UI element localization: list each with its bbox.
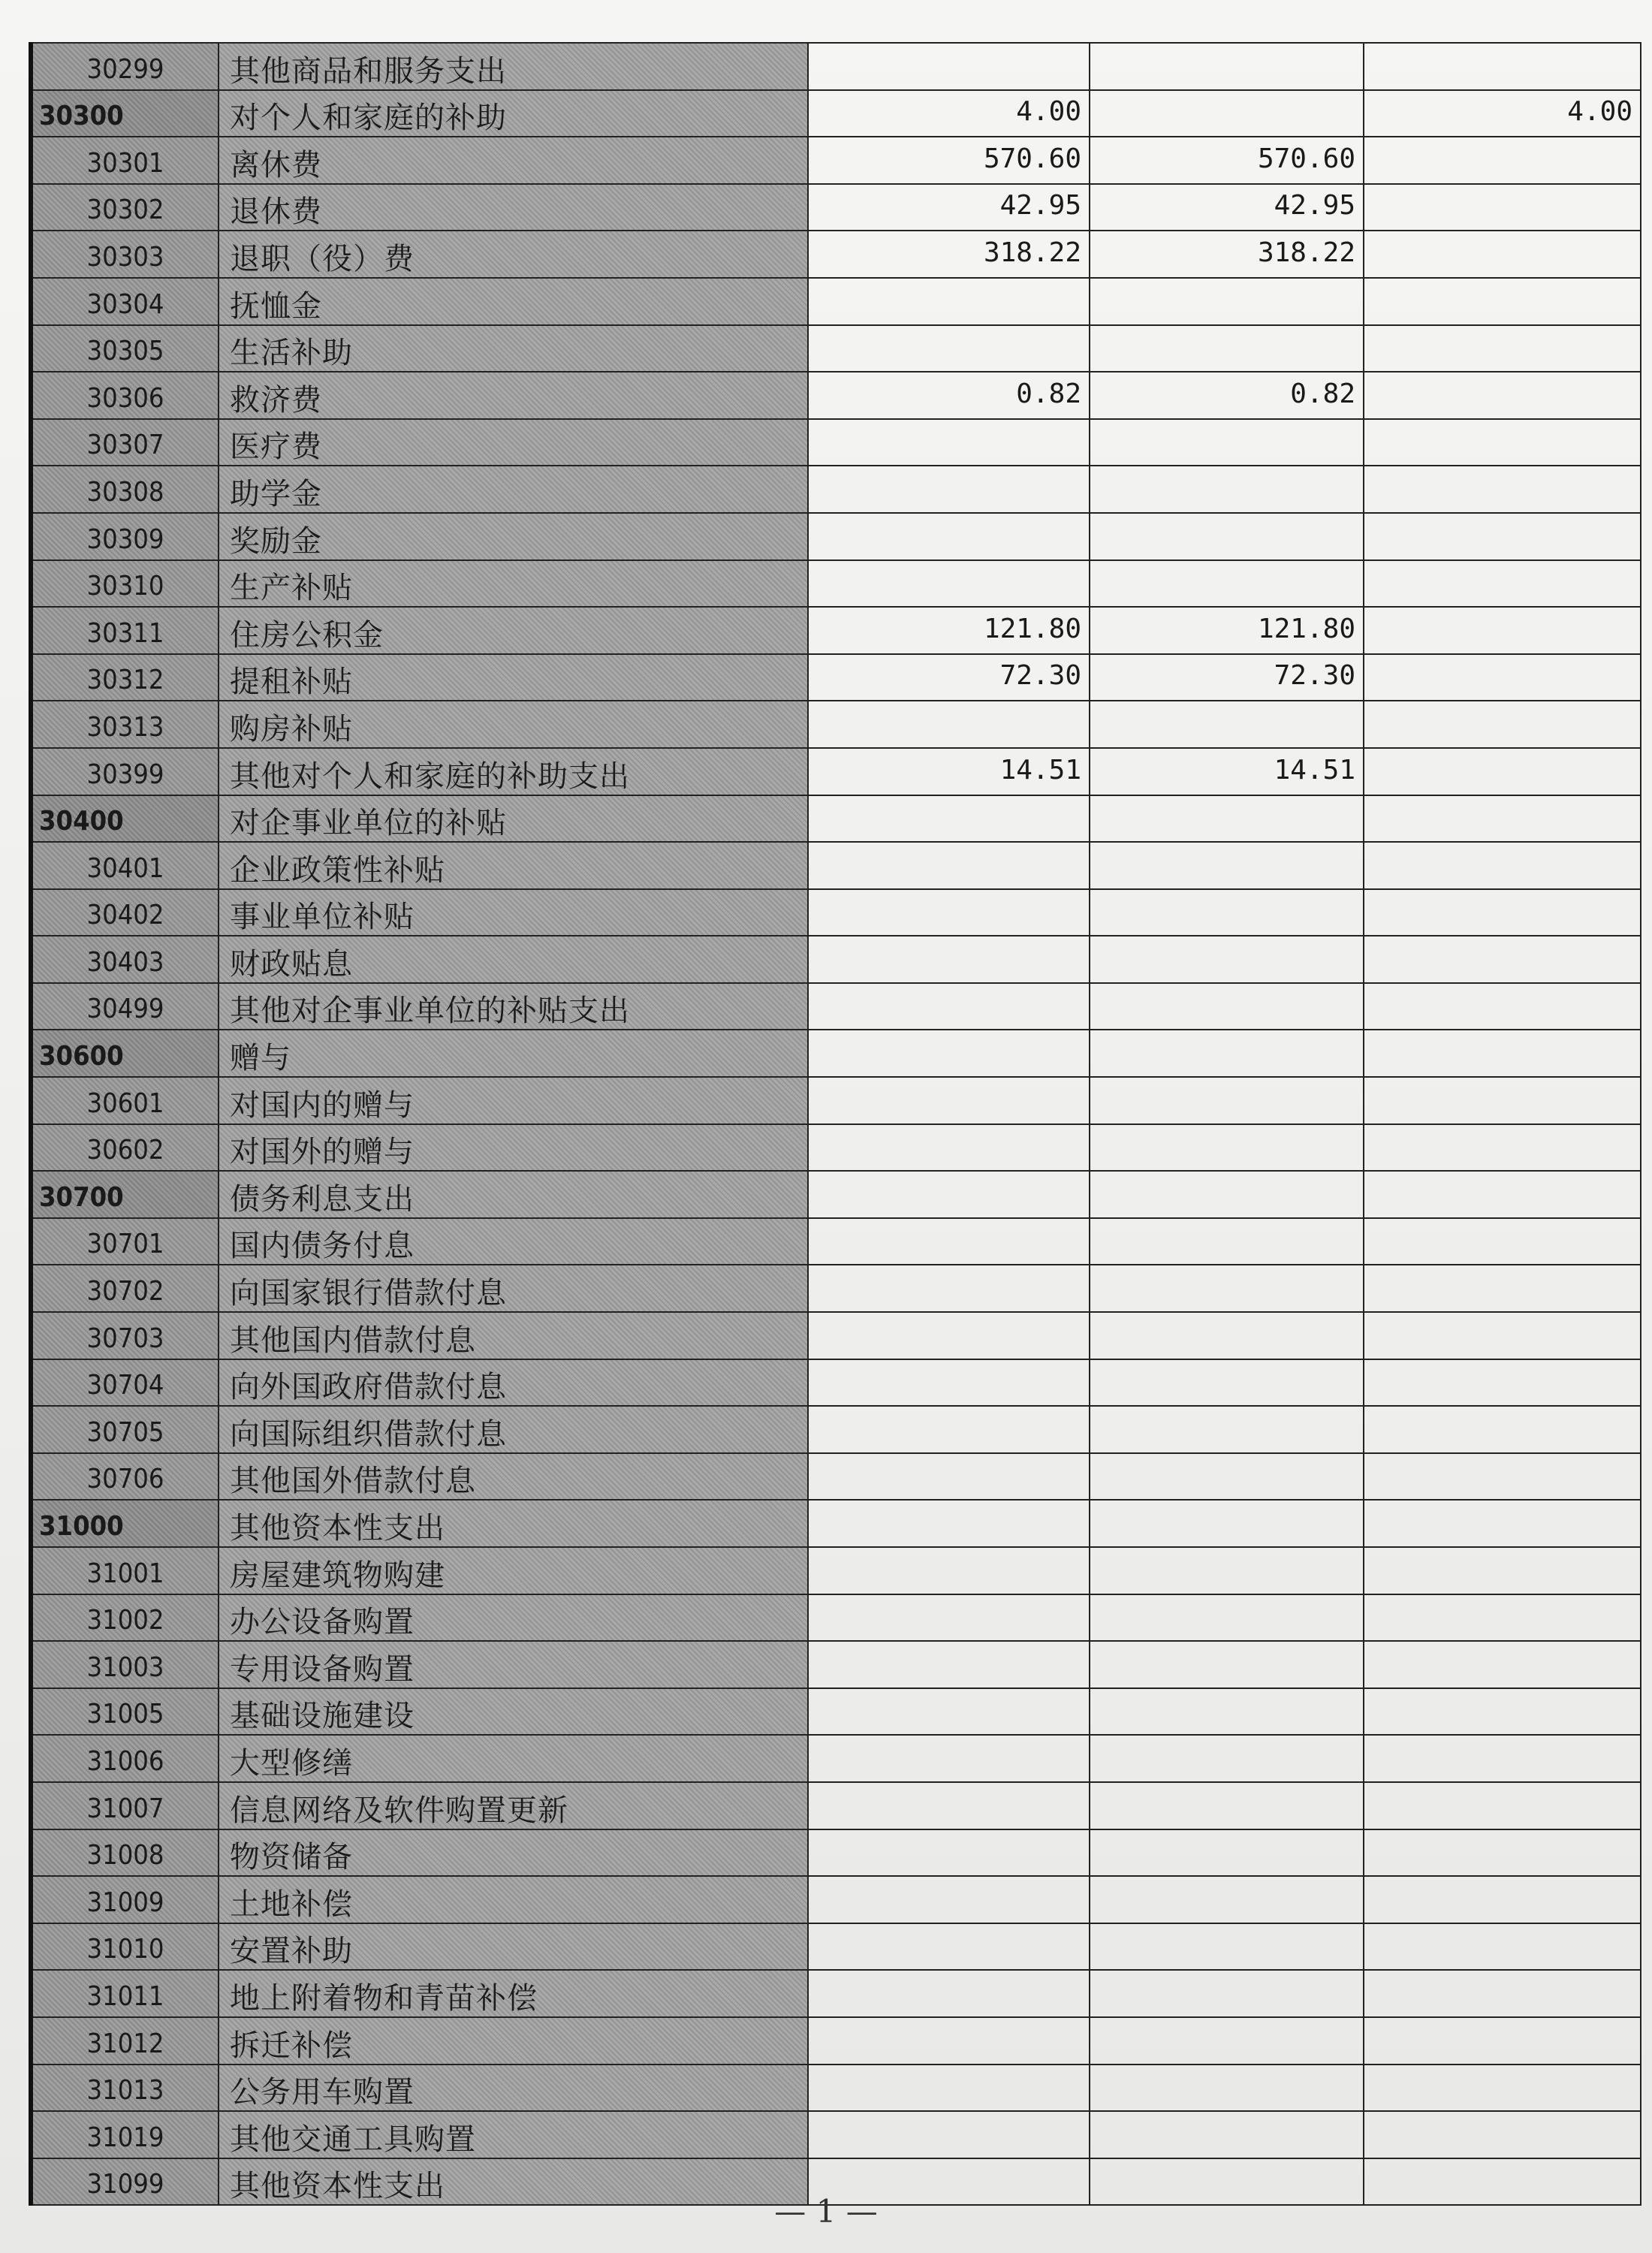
account-code-cell: 30308 [31,466,219,513]
total-amount-cell [808,1782,1090,1829]
table-row-category [31,1171,1641,1218]
total-amount-cell [808,2111,1090,2158]
project-expenditure-cell [1364,560,1641,608]
account-code-cell: 31010 [31,1923,219,1971]
basic-expenditure-cell [1090,1265,1364,1312]
account-name-cell: 对个人和家庭的补助 [219,90,808,137]
table-row [31,2111,1641,2158]
account-code-cell: 30601 [31,1077,219,1124]
basic-expenditure-cell: 318.22 [1090,231,1364,278]
table-row [31,325,1641,372]
account-name-cell: 助学金 [219,466,808,513]
basic-expenditure-cell [1090,1829,1364,1877]
account-name-cell: 其他对个人和家庭的补助支出 [219,748,808,795]
page-number: — 1 — [774,2193,878,2230]
account-name-cell: 安置补助 [219,1923,808,1971]
account-name-cell: 土地补偿 [219,1876,808,1923]
project-expenditure-cell [1364,1312,1641,1359]
account-name-cell: 物资储备 [219,1829,808,1877]
basic-expenditure-cell [1090,90,1364,137]
table-row [31,1124,1641,1172]
basic-expenditure-cell: 72.30 [1090,654,1364,701]
account-name-cell: 对国内的赠与 [219,1077,808,1124]
account-name-cell: 奖励金 [219,513,808,560]
table-row [31,701,1641,748]
account-name-cell: 抚恤金 [219,278,808,325]
account-code-cell: 31000 [31,1500,219,1547]
project-expenditure-cell [1364,1218,1641,1265]
project-expenditure-cell [1364,1124,1641,1172]
total-amount-cell [808,1970,1090,2017]
account-code-cell: 30602 [31,1124,219,1172]
budget-table-wrapper [29,42,1638,2205]
total-amount-cell [808,560,1090,608]
basic-expenditure-cell [1090,889,1364,936]
account-name-cell: 专用设备购置 [219,1641,808,1688]
total-amount-cell [808,1547,1090,1594]
basic-expenditure-cell [1090,1312,1364,1359]
account-name-cell: 其他对企事业单位的补贴支出 [219,983,808,1030]
account-code-cell: 31003 [31,1641,219,1688]
table-row [31,1970,1641,2017]
basic-expenditure-cell [1090,1077,1364,1124]
account-name-cell: 向国家银行借款付息 [219,1265,808,1312]
project-expenditure-cell [1364,1171,1641,1218]
project-expenditure-cell [1364,43,1641,90]
account-name-cell: 提租补贴 [219,654,808,701]
total-amount-cell [808,1500,1090,1547]
table-row [31,1735,1641,1782]
table-body [31,43,1641,2205]
table-row [31,1077,1641,1124]
table-row [31,1547,1641,1594]
table-row [31,748,1641,795]
table-row [31,137,1641,184]
project-expenditure-cell [1364,1359,1641,1407]
table-row [31,1312,1641,1359]
account-code-cell: 30701 [31,1218,219,1265]
total-amount-cell [808,1735,1090,1782]
account-name-cell: 其他资本性支出 [219,2158,808,2206]
account-code-cell: 31011 [31,1970,219,2017]
basic-expenditure-cell [1090,1876,1364,1923]
account-name-cell: 生活补助 [219,325,808,372]
total-amount-cell: 570.60 [808,137,1090,184]
table-row [31,1782,1641,1829]
table-row [31,2064,1641,2112]
total-amount-cell [808,419,1090,466]
basic-expenditure-cell [1090,466,1364,513]
account-name-cell: 基础设施建设 [219,1688,808,1736]
account-code-cell: 30311 [31,607,219,654]
total-amount-cell [808,1829,1090,1877]
project-expenditure-cell [1364,278,1641,325]
total-amount-cell [808,466,1090,513]
account-code-cell: 31005 [31,1688,219,1736]
basic-expenditure-cell: 0.82 [1090,372,1364,419]
account-code-cell: 31099 [31,2158,219,2206]
table-row-category [31,1500,1641,1547]
budget-expenditure-table [29,42,1641,2206]
total-amount-cell [808,1077,1090,1124]
table-row [31,936,1641,983]
total-amount-cell: 72.30 [808,654,1090,701]
basic-expenditure-cell [1090,1406,1364,1453]
account-code-cell: 30702 [31,1265,219,1312]
account-name-cell: 救济费 [219,372,808,419]
account-name-cell: 购房补贴 [219,701,808,748]
project-expenditure-cell [1364,654,1641,701]
total-amount-cell [808,1359,1090,1407]
account-code-cell: 30402 [31,889,219,936]
account-code-cell: 31019 [31,2111,219,2158]
account-name-cell: 向国际组织借款付息 [219,1406,808,1453]
account-name-cell: 离休费 [219,137,808,184]
account-name-cell: 债务利息支出 [219,1171,808,1218]
total-amount-cell: 42.95 [808,184,1090,231]
account-code-cell: 30306 [31,372,219,419]
total-amount-cell [808,1923,1090,1971]
table-row [31,2017,1641,2064]
account-name-cell: 办公设备购置 [219,1594,808,1642]
total-amount-cell [808,889,1090,936]
total-amount-cell [808,842,1090,889]
account-code-cell: 30312 [31,654,219,701]
basic-expenditure-cell [1090,2111,1364,2158]
basic-expenditure-cell [1090,1359,1364,1407]
project-expenditure-cell [1364,983,1641,1030]
total-amount-cell [808,701,1090,748]
table-row [31,842,1641,889]
project-expenditure-cell [1364,137,1641,184]
account-code-cell: 30303 [31,231,219,278]
table-row [31,983,1641,1030]
account-name-cell: 医疗费 [219,419,808,466]
total-amount-cell [808,1218,1090,1265]
account-code-cell: 30706 [31,1453,219,1500]
basic-expenditure-cell [1090,419,1364,466]
account-name-cell: 赠与 [219,1030,808,1077]
project-expenditure-cell [1364,1876,1641,1923]
total-amount-cell [808,278,1090,325]
project-expenditure-cell [1364,184,1641,231]
basic-expenditure-cell [1090,1594,1364,1642]
total-amount-cell [808,936,1090,983]
project-expenditure-cell [1364,1547,1641,1594]
account-code-cell: 31009 [31,1876,219,1923]
total-amount-cell: 121.80 [808,607,1090,654]
account-name-cell: 信息网络及软件购置更新 [219,1782,808,1829]
total-amount-cell [808,1124,1090,1172]
account-code-cell: 31001 [31,1547,219,1594]
table-row [31,466,1641,513]
basic-expenditure-cell [1090,43,1364,90]
account-code-cell: 30304 [31,278,219,325]
basic-expenditure-cell [1090,1923,1364,1971]
basic-expenditure-cell [1090,1735,1364,1782]
basic-expenditure-cell: 121.80 [1090,607,1364,654]
total-amount-cell [808,1030,1090,1077]
account-name-cell: 住房公积金 [219,607,808,654]
project-expenditure-cell [1364,372,1641,419]
account-name-cell: 地上附着物和青苗补偿 [219,1970,808,2017]
project-expenditure-cell [1364,2111,1641,2158]
project-expenditure-cell [1364,1923,1641,1971]
project-expenditure-cell [1364,1500,1641,1547]
account-code-cell: 30309 [31,513,219,560]
total-amount-cell [808,1171,1090,1218]
project-expenditure-cell [1364,607,1641,654]
project-expenditure-cell [1364,1453,1641,1500]
account-code-cell: 30307 [31,419,219,466]
table-row [31,560,1641,608]
basic-expenditure-cell: 14.51 [1090,748,1364,795]
project-expenditure-cell [1364,231,1641,278]
project-expenditure-cell [1364,513,1641,560]
project-expenditure-cell [1364,1265,1641,1312]
total-amount-cell [808,1406,1090,1453]
account-name-cell: 企业政策性补贴 [219,842,808,889]
account-code-cell: 30299 [31,43,219,90]
account-name-cell: 退职（役）费 [219,231,808,278]
total-amount-cell [808,1594,1090,1642]
basic-expenditure-cell [1090,1218,1364,1265]
project-expenditure-cell [1364,1782,1641,1829]
project-expenditure-cell [1364,795,1641,843]
project-expenditure-cell [1364,1688,1641,1736]
table-row [31,1594,1641,1642]
account-code-cell: 30401 [31,842,219,889]
project-expenditure-cell [1364,842,1641,889]
account-code-cell: 30399 [31,748,219,795]
account-name-cell: 向外国政府借款付息 [219,1359,808,1407]
account-code-cell: 30600 [31,1030,219,1077]
basic-expenditure-cell [1090,1688,1364,1736]
total-amount-cell [808,983,1090,1030]
basic-expenditure-cell: 42.95 [1090,184,1364,231]
table-row [31,419,1641,466]
project-expenditure-cell [1364,748,1641,795]
account-code-cell: 30305 [31,325,219,372]
account-name-cell: 其他国内借款付息 [219,1312,808,1359]
account-code-cell: 30313 [31,701,219,748]
basic-expenditure-cell [1090,325,1364,372]
project-expenditure-cell: 4.00 [1364,90,1641,137]
table-row [31,1359,1641,1407]
account-name-cell: 事业单位补贴 [219,889,808,936]
table-row [31,1218,1641,1265]
total-amount-cell: 0.82 [808,372,1090,419]
table-row [31,1265,1641,1312]
account-code-cell: 30499 [31,983,219,1030]
table-row [31,889,1641,936]
project-expenditure-cell [1364,701,1641,748]
table-row-category [31,1030,1641,1077]
basic-expenditure-cell [1090,1030,1364,1077]
account-code-cell: 30400 [31,795,219,843]
table-row [31,1406,1641,1453]
table-row [31,513,1641,560]
basic-expenditure-cell [1090,1641,1364,1688]
account-code-cell: 30300 [31,90,219,137]
project-expenditure-cell [1364,1970,1641,2017]
table-row [31,654,1641,701]
account-code-cell: 30703 [31,1312,219,1359]
basic-expenditure-cell [1090,1782,1364,1829]
total-amount-cell: 14.51 [808,748,1090,795]
account-name-cell: 财政贴息 [219,936,808,983]
basic-expenditure-cell [1090,560,1364,608]
total-amount-cell: 318.22 [808,231,1090,278]
table-row-category [31,795,1641,843]
table-row [31,278,1641,325]
basic-expenditure-cell [1090,936,1364,983]
account-name-cell: 大型修缮 [219,1735,808,1782]
basic-expenditure-cell [1090,701,1364,748]
table-row [31,1829,1641,1877]
project-expenditure-cell [1364,419,1641,466]
total-amount-cell [808,1641,1090,1688]
account-code-cell: 31012 [31,2017,219,2064]
table-row [31,1923,1641,1971]
total-amount-cell [808,1688,1090,1736]
account-name-cell: 对企事业单位的补贴 [219,795,808,843]
table-row [31,184,1641,231]
basic-expenditure-cell [1090,1124,1364,1172]
account-code-cell: 31002 [31,1594,219,1642]
account-name-cell: 其他国外借款付息 [219,1453,808,1500]
account-name-cell: 公务用车购置 [219,2064,808,2112]
basic-expenditure-cell [1090,278,1364,325]
project-expenditure-cell [1364,1641,1641,1688]
table-row [31,1641,1641,1688]
table-row [31,1876,1641,1923]
project-expenditure-cell [1364,1406,1641,1453]
project-expenditure-cell [1364,1735,1641,1782]
account-code-cell: 30310 [31,560,219,608]
total-amount-cell [808,1453,1090,1500]
account-code-cell: 31007 [31,1782,219,1829]
basic-expenditure-cell [1090,513,1364,560]
project-expenditure-cell [1364,325,1641,372]
project-expenditure-cell [1364,466,1641,513]
basic-expenditure-cell [1090,1970,1364,2017]
basic-expenditure-cell [1090,1500,1364,1547]
project-expenditure-cell [1364,1030,1641,1077]
total-amount-cell [808,2017,1090,2064]
table-row-category [31,90,1641,137]
project-expenditure-cell [1364,1594,1641,1642]
table-row [31,43,1641,90]
project-expenditure-cell [1364,2064,1641,2112]
basic-expenditure-cell: 570.60 [1090,137,1364,184]
total-amount-cell: 4.00 [808,90,1090,137]
total-amount-cell [808,325,1090,372]
account-code-cell: 30700 [31,1171,219,1218]
project-expenditure-cell [1364,1077,1641,1124]
account-name-cell: 生产补贴 [219,560,808,608]
account-code-cell: 30302 [31,184,219,231]
basic-expenditure-cell [1090,1547,1364,1594]
table-row [31,1688,1641,1736]
basic-expenditure-cell [1090,983,1364,1030]
table-row [31,607,1641,654]
account-code-cell: 31008 [31,1829,219,1877]
total-amount-cell [808,513,1090,560]
account-name-cell: 国内债务付息 [219,1218,808,1265]
table-row [31,231,1641,278]
account-name-cell: 退休费 [219,184,808,231]
project-expenditure-cell [1364,889,1641,936]
basic-expenditure-cell [1090,1453,1364,1500]
account-code-cell: 31006 [31,1735,219,1782]
account-code-cell: 30403 [31,936,219,983]
table-row [31,372,1641,419]
basic-expenditure-cell [1090,842,1364,889]
total-amount-cell [808,43,1090,90]
account-code-cell: 30704 [31,1359,219,1407]
project-expenditure-cell [1364,1829,1641,1877]
account-code-cell: 30705 [31,1406,219,1453]
total-amount-cell [808,795,1090,843]
basic-expenditure-cell [1090,2064,1364,2112]
basic-expenditure-cell [1090,1171,1364,1218]
account-name-cell: 其他资本性支出 [219,1500,808,1547]
project-expenditure-cell [1364,2017,1641,2064]
total-amount-cell [808,1265,1090,1312]
account-name-cell: 其他商品和服务支出 [219,43,808,90]
total-amount-cell [808,2064,1090,2112]
basic-expenditure-cell [1090,2017,1364,2064]
account-name-cell: 房屋建筑物购建 [219,1547,808,1594]
basic-expenditure-cell [1090,795,1364,843]
table-row [31,1453,1641,1500]
total-amount-cell [808,1312,1090,1359]
total-amount-cell [808,1876,1090,1923]
account-name-cell: 其他交通工具购置 [219,2111,808,2158]
account-code-cell: 31013 [31,2064,219,2112]
account-name-cell: 拆迁补偿 [219,2017,808,2064]
project-expenditure-cell [1364,936,1641,983]
account-code-cell: 30301 [31,137,219,184]
account-name-cell: 对国外的赠与 [219,1124,808,1172]
